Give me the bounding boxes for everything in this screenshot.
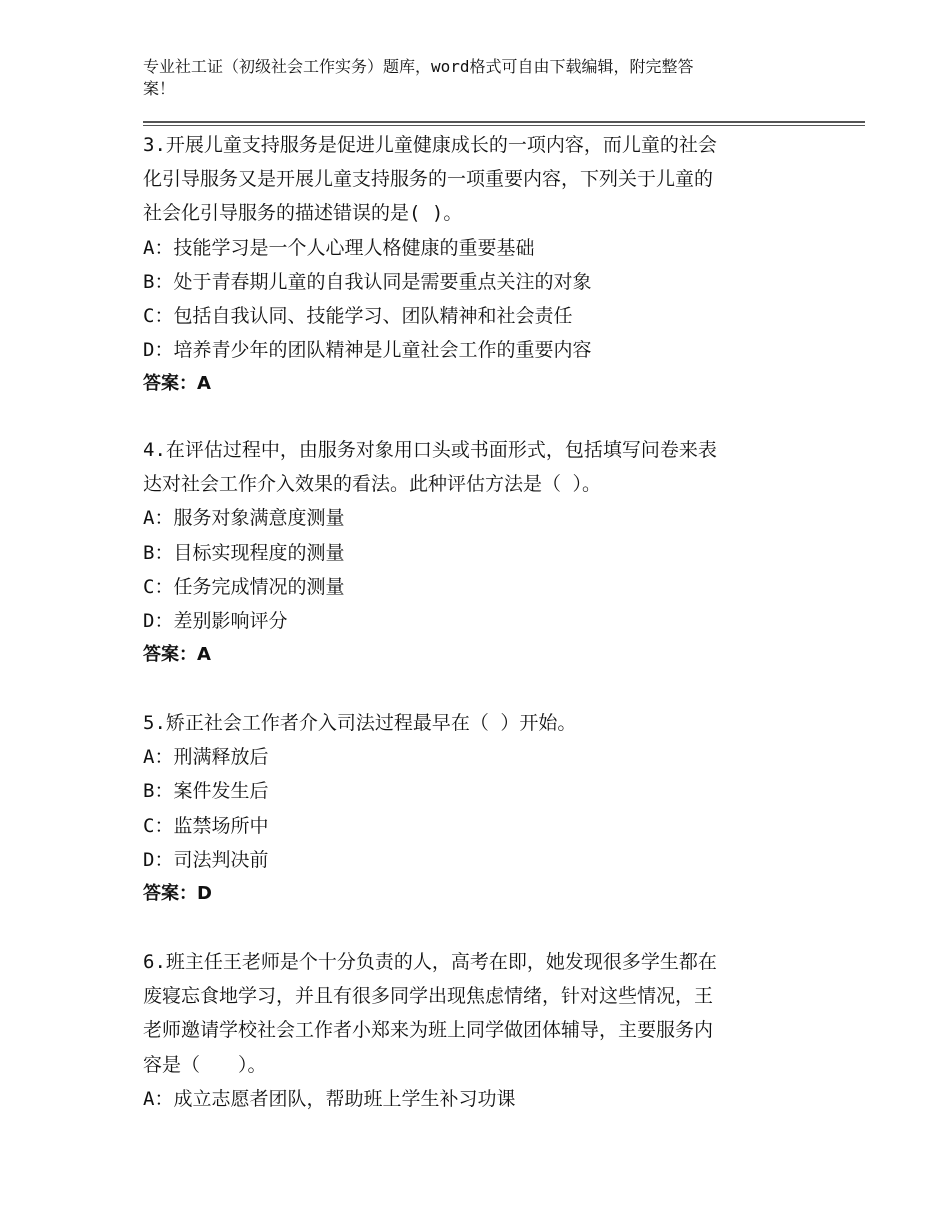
question-stem-line: 化引导服务又是开展儿童支持服务的一项重要内容，下列关于儿童的 xyxy=(143,168,714,191)
question-stem-line: 4.在评估过程中，由服务对象用口头或书面形式，包括填写问卷来表 xyxy=(143,439,717,461)
question-stem-line: 废寝忘食地学习，并且有很多同学出现焦虑情绪，针对这些情况，王 xyxy=(143,985,714,1008)
question-stem-line: 达对社会工作介入效果的看法。此种评估方法是（ ）。 xyxy=(143,473,601,496)
option-d: D：培养青少年的团队精神是儿童社会工作的重要内容 xyxy=(143,339,592,362)
option-c: C：任务完成情况的测量 xyxy=(143,575,345,598)
answer-text: 答案：A xyxy=(143,644,211,666)
option-a: A：刑满释放后 xyxy=(143,746,269,769)
option-c: C：监禁场所中 xyxy=(143,814,269,837)
header-divider xyxy=(143,121,865,123)
header-divider xyxy=(143,125,865,126)
header-line: 专业社工证（初级社会工作实务）题库，word格式可自由下载编辑，附完整答 xyxy=(143,57,694,76)
option-a: A：成立志愿者团队，帮助班上学生补习功课 xyxy=(143,1087,516,1110)
option-b: B：案件发生后 xyxy=(143,780,269,803)
question-stem-line: 3.开展儿童支持服务是促进儿童健康成长的一项内容，而儿童的社会 xyxy=(143,134,717,156)
question-stem-line: 社会化引导服务的描述错误的是( )。 xyxy=(143,202,463,225)
option-d: D：司法判决前 xyxy=(143,848,269,871)
question-stem-line: 6.班主任王老师是个十分负责的人，高考在即，她发现很多学生都在 xyxy=(143,951,717,973)
question-block xyxy=(143,433,823,672)
question-block xyxy=(143,128,823,402)
answer-text: 答案：D xyxy=(143,882,212,904)
option-d: D：差别影响评分 xyxy=(143,609,288,632)
option-a: A：服务对象满意度测量 xyxy=(143,507,345,530)
question-stem-line: 5.矫正社会工作者介入司法过程最早在（ ）开始。 xyxy=(143,712,577,734)
option-b: B：目标实现程度的测量 xyxy=(143,541,345,564)
option-b: B：处于青春期儿童的自我认同是需要重点关注的对象 xyxy=(143,270,592,293)
answer-text: 答案：A xyxy=(143,373,211,395)
option-a: A：技能学习是一个人心理人格健康的重要基础 xyxy=(143,236,535,259)
document-header xyxy=(143,56,803,100)
option-c: C：包括自我认同、技能学习、团队精神和社会责任 xyxy=(143,304,573,327)
question-stem-line: 老师邀请学校社会工作者小郑来为班上同学做团体辅导，主要服务内 xyxy=(143,1019,714,1042)
question-block xyxy=(143,945,823,1116)
header-line: 案！ xyxy=(143,79,176,98)
question-stem-line: 容是（ ）。 xyxy=(143,1053,267,1076)
question-block xyxy=(143,706,823,911)
